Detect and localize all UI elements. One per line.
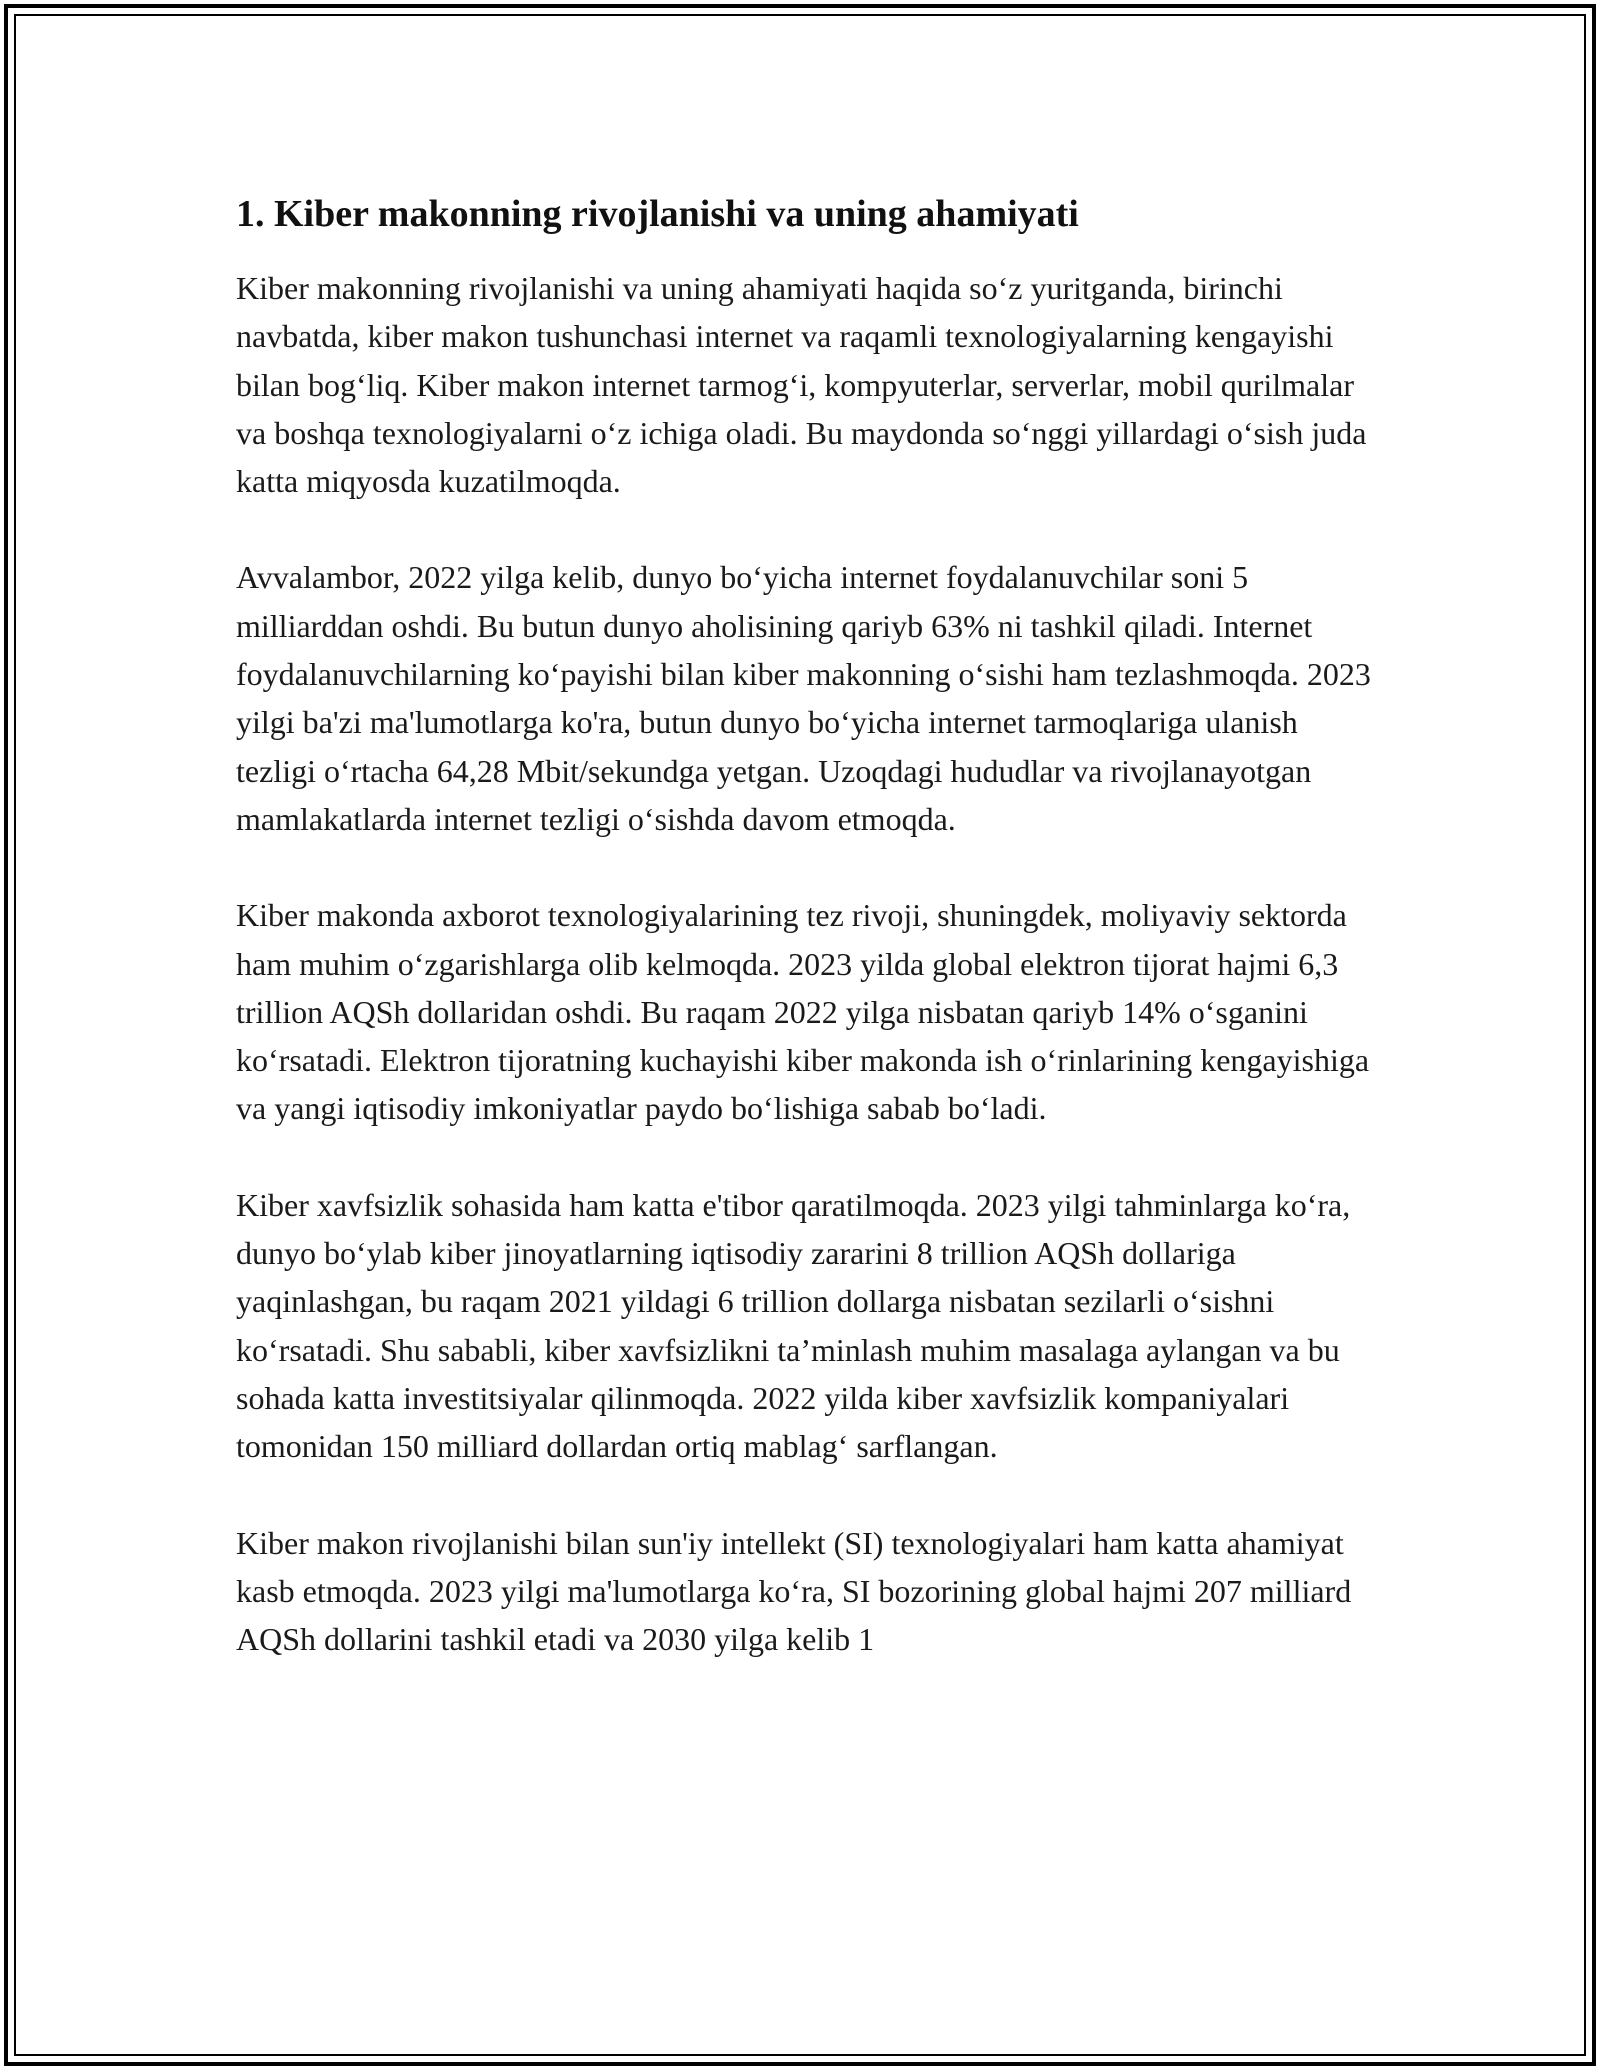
paragraph-internet-users: Avvalambor, 2022 yilga kelib, dunyo bo‘yicha internet foydalanuvchilar soni 5 milliarddan oshdi. Bu butun dunyo aholisining qariyb 63% ni tashkil qiladi. Internet foydalanuvchilarning ko‘payishi bilan kiber makonning o‘sishi ham tezlashmoqda. 2023 yilgi ba'zi ma'lumotlarga ko'ra, butun dunyo bo‘yicha internet tarmoqlariga ulanish tezligi o‘rtacha 64,28 Mbit/sekundga yetgan. Uzoqdagi hududlar va rivojlanayotgan mamlakatlarda internet tezligi o‘sishda davom etmoqda. bbox=[236, 559, 1371, 837]
paragraph-e-commerce: Kiber makonda axborot texnologiyalarining tez rivoji, shuningdek, moliyaviy sektorda ham muhim o‘zgarishlarga olib kelmoqda. 2023 yilda global elektron tijorat hajmi 6,3 trillion AQSh dollaridan oshdi. Bu raqam 2022 yilga nisbatan qariyb 14% o‘sganini ko‘rsatadi. Elektron tijoratning kuchayishi kiber makonda ish o‘rinlarining kengayishiga va yangi iqtisodiy imkoniyatlar paydo bo‘lishiga sabab bo‘ladi. bbox=[236, 897, 1370, 1127]
paragraph-internet-and-cyberspace: Kiber makonning rivojlanishi va uning ahamiyati haqida so‘z yuritganda, birinchi navbatda, kiber makon tushunchasi internet va raqamli texnologiyalarning kengayishi bilan bog‘liq. Kiber makon internet tarmog‘i, kompyuterlar, serverlar, mobil qurilmalar va boshqa texnologiyalarni o‘z ichiga oladi. Bu maydonda so‘nggi yillardagi o‘sish juda katta miqyosda kuzatilmoqda. bbox=[236, 270, 1367, 500]
paragraph-artificial-intelligence: Kiber makon rivojlanishi bilan sun'iy intellekt (SI) texnologiyalari ham katta ahamiyat kasb etmoqda. 2023 yilgi ma'lumotlarga ko‘ra, SI bozorining global hajmi 207 milliard AQSh dollarini tashkil etadi va 2030 yilga kelib 1 bbox=[236, 1524, 1352, 1658]
paragraph-cyber-security: Kiber xavfsizlik sohasida ham katta e'tibor qaratilmoqda. 2023 yilgi tahminlarga ko‘ra, dunyo bo‘ylab kiber jinoyatlarning iqtisodiy zararini 8 trillion AQSh dollariga yaqinlashgan, bu raqam 2021 yildagi 6 trillion dollarga nisbatan sezilarli o‘sishni ko‘rsatadi. Shu sababli, kiber xavfsizlikni ta’minlash muhim masalaga aylangan va bu sohada katta investitsiyalar qilinmoqda. 2022 yilda kiber xavfsizlik kompaniyalari tomonidan 150 milliard dollardan ortiq mablag‘ sarflangan. bbox=[236, 1186, 1351, 1465]
document-body bbox=[236, 186, 1376, 1663]
section-title: 1. Kiber makonning rivojlanishi va uning ahamiyati bbox=[236, 193, 1079, 235]
